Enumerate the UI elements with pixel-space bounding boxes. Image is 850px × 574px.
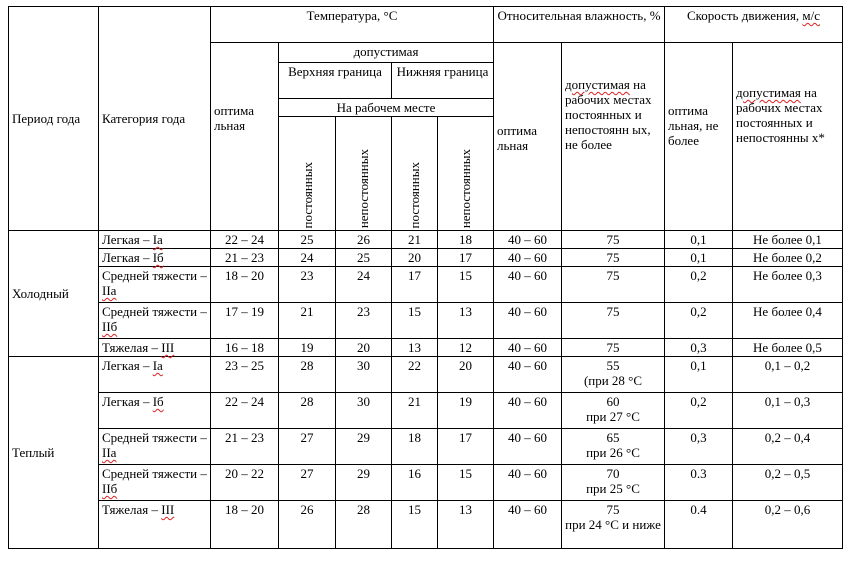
humidity-optimal-cell: 40 – 60 [494, 465, 562, 501]
category-text: Средней тяжести – [102, 466, 207, 481]
category-cell [99, 303, 211, 339]
humidity-permissible-cell: 75 [562, 249, 665, 267]
lower-permanent-cell: 21 [392, 393, 438, 429]
category-code: IIа [102, 283, 117, 298]
upper-permanent-header [279, 117, 336, 231]
humidity-value: 60 [606, 394, 620, 409]
upper-nonpermanent-cell: 30 [336, 357, 392, 393]
speed-perm-lead: допустимая [736, 85, 801, 100]
temperature-header [211, 7, 494, 43]
speed-permissible-cell: Не более 0,1 [733, 231, 843, 249]
speed-header-main: Скорость движения, [686, 8, 803, 23]
temp-optimal-cell: 18 – 20 [211, 267, 279, 303]
lower-nonpermanent-cell: 13 [438, 303, 494, 339]
table-row [9, 357, 843, 393]
upper-permanent-cell: 23 [279, 267, 336, 303]
temperature-header-text: Температура, °С [306, 8, 398, 23]
lower-permanent-cell: 18 [392, 429, 438, 465]
upper-permanent-cell: 19 [279, 339, 336, 357]
microclimate-table [8, 6, 843, 549]
speed-unit: м/с [802, 8, 821, 23]
upper-permanent-cell: 28 [279, 357, 336, 393]
upper-nonpermanent-cell: 30 [336, 393, 392, 429]
period-header: Период года [9, 7, 99, 231]
humidity-value: 75 [606, 502, 620, 517]
category-code: III [161, 502, 175, 517]
speed-optimal-cell: 0.3 [665, 465, 733, 501]
category-text: Легкая – [102, 394, 153, 409]
upper-nonpermanent-cell: 26 [336, 231, 392, 249]
workplace-header: На рабочем месте [279, 99, 494, 117]
temp-optimal-cell: 16 – 18 [211, 339, 279, 357]
lower-permanent-header [392, 117, 438, 231]
temp-optimal-cell: 18 – 20 [211, 501, 279, 549]
upper-nonpermanent-cell: 29 [336, 465, 392, 501]
category-cell [99, 393, 211, 429]
category-text: Легкая – [102, 250, 153, 265]
category-text: Легкая – [102, 232, 153, 247]
table-row [9, 267, 843, 303]
upper-permanent-cell: 26 [279, 501, 336, 549]
category-cell [99, 357, 211, 393]
category-text: Тяжелая – [102, 340, 162, 355]
speed-permissible-cell: Не более 0,5 [733, 339, 843, 357]
humidity-note: при 25 °С [586, 481, 640, 496]
category-text: Средней тяжести – [102, 430, 207, 445]
humidity-optimal-cell: 40 – 60 [494, 429, 562, 465]
table-row [9, 303, 843, 339]
category-cell [99, 267, 211, 303]
speed-optimal-cell: 0,1 [665, 357, 733, 393]
upper-permanent-cell: 25 [279, 231, 336, 249]
upper-bound-header: Верхняя граница [279, 63, 392, 99]
humidity-optimal-cell: 40 – 60 [494, 357, 562, 393]
upper-permanent-cell: 27 [279, 465, 336, 501]
category-code: Iб [152, 394, 164, 409]
category-text: Средней тяжести – [102, 304, 207, 319]
upper-nonpermanent-cell: 25 [336, 249, 392, 267]
humidity-permissible-cell: 75 [562, 267, 665, 303]
temp-optimal-cell: 22 – 24 [211, 393, 279, 429]
humidity-permissible-cell: 75 [562, 303, 665, 339]
lower-nonpermanent-cell: 13 [438, 501, 494, 549]
speed-permissible-header [733, 43, 843, 231]
temp-optimal-cell: 17 – 19 [211, 303, 279, 339]
speed-permissible-cell: 0,2 – 0,4 [733, 429, 843, 465]
upper-permanent-cell: 27 [279, 429, 336, 465]
lower-bound-header: Нижняя граница [392, 63, 494, 99]
category-text: Тяжелая – [102, 502, 162, 517]
lower-nonpermanent-text: непостоянных [458, 148, 473, 228]
lower-nonpermanent-header [438, 117, 494, 231]
table-row [9, 231, 843, 249]
category-cell [99, 339, 211, 357]
speed-permissible-cell: Не более 0,3 [733, 267, 843, 303]
humidity-header: Относительная влажность, % [494, 7, 665, 43]
speed-optimal-cell: 0.4 [665, 501, 733, 549]
category-text: Легкая – [102, 358, 153, 373]
period-cell: Холодный [9, 231, 99, 357]
humidity-note: (при 28 °С [583, 373, 643, 388]
lower-nonpermanent-cell: 17 [438, 249, 494, 267]
category-cell [99, 429, 211, 465]
category-code: III [161, 340, 175, 355]
lower-nonpermanent-cell: 15 [438, 465, 494, 501]
speed-optimal-header: оптима льная, не более [665, 43, 733, 231]
humidity-value: 70 [606, 466, 620, 481]
temp-optimal-cell: 20 – 22 [211, 465, 279, 501]
speed-permissible-cell: 0,1 – 0,2 [733, 357, 843, 393]
table-row [9, 465, 843, 501]
table-row [9, 339, 843, 357]
humidity-permissible-header [562, 43, 665, 231]
lower-nonpermanent-cell: 19 [438, 393, 494, 429]
temp-optimal-header: оптима льная [211, 43, 279, 231]
humidity-permissible-cell [562, 465, 665, 501]
speed-optimal-cell: 0,1 [665, 249, 733, 267]
humidity-optimal-cell: 40 – 60 [494, 231, 562, 249]
humidity-optimal-cell: 40 – 60 [494, 339, 562, 357]
speed-perm-rest: на рабочих местах постоянных и непостоянны х* [736, 85, 825, 145]
speed-optimal-cell: 0,2 [665, 267, 733, 303]
lower-permanent-text: постоянных [407, 161, 422, 228]
lower-permanent-cell: 17 [392, 267, 438, 303]
speed-permissible-cell: Не более 0,4 [733, 303, 843, 339]
temp-optimal-cell: 23 – 25 [211, 357, 279, 393]
humidity-note: при 27 °С [586, 409, 640, 424]
humidity-value: 65 [606, 430, 620, 445]
lower-permanent-cell: 13 [392, 339, 438, 357]
lower-permanent-cell: 16 [392, 465, 438, 501]
humidity-permissible-cell: 75 [562, 339, 665, 357]
category-code: IIа [102, 445, 117, 460]
upper-permanent-cell: 24 [279, 249, 336, 267]
upper-permanent-cell: 21 [279, 303, 336, 339]
speed-permissible-cell: 0,2 – 0,6 [733, 501, 843, 549]
humidity-optimal-header: оптима льная [494, 43, 562, 231]
category-text: Средней тяжести – [102, 268, 207, 283]
lower-nonpermanent-cell: 12 [438, 339, 494, 357]
upper-nonpermanent-cell: 29 [336, 429, 392, 465]
humidity-optimal-cell: 40 – 60 [494, 249, 562, 267]
speed-permissible-cell: Не более 0,2 [733, 249, 843, 267]
upper-permanent-cell: 28 [279, 393, 336, 429]
humidity-optimal-cell: 40 – 60 [494, 501, 562, 549]
temp-optimal-cell: 22 – 24 [211, 231, 279, 249]
category-code: Iа [152, 358, 163, 373]
humidity-note: при 26 °С [586, 445, 640, 460]
lower-nonpermanent-cell: 17 [438, 429, 494, 465]
category-code: IIб [102, 481, 118, 496]
permissible-header: допустимая [279, 43, 494, 63]
humidity-optimal-cell: 40 – 60 [494, 267, 562, 303]
upper-nonpermanent-text: непостоянных [356, 148, 371, 228]
speed-optimal-cell: 0,3 [665, 339, 733, 357]
lower-nonpermanent-cell: 18 [438, 231, 494, 249]
lower-permanent-cell: 21 [392, 231, 438, 249]
lower-nonpermanent-cell: 20 [438, 357, 494, 393]
category-cell [99, 231, 211, 249]
category-code: Iа [152, 232, 163, 247]
humidity-permissible-cell [562, 357, 665, 393]
speed-permissible-cell: 0,2 – 0,5 [733, 465, 843, 501]
period-cell: Теплый [9, 357, 99, 549]
upper-nonpermanent-cell: 28 [336, 501, 392, 549]
humidity-optimal-cell: 40 – 60 [494, 303, 562, 339]
table-row [9, 249, 843, 267]
speed-optimal-cell: 0,2 [665, 393, 733, 429]
category-cell [99, 465, 211, 501]
humidity-note: при 24 °С и ниже [565, 517, 661, 532]
humidity-permissible-cell: 75 [562, 231, 665, 249]
category-cell [99, 501, 211, 549]
speed-optimal-cell: 0,2 [665, 303, 733, 339]
humidity-permissible-cell [562, 501, 665, 549]
upper-permanent-text: постоянных [299, 161, 315, 228]
humidity-permissible-cell [562, 393, 665, 429]
lower-nonpermanent-cell: 15 [438, 267, 494, 303]
speed-permissible-cell: 0,1 – 0,3 [733, 393, 843, 429]
humidity-optimal-cell: 40 – 60 [494, 393, 562, 429]
category-code: Iб [152, 250, 164, 265]
category-cell [99, 249, 211, 267]
table-row [9, 393, 843, 429]
speed-header [665, 7, 843, 43]
lower-permanent-cell: 20 [392, 249, 438, 267]
lower-permanent-cell: 22 [392, 357, 438, 393]
humidity-perm-lead: допустимая [565, 77, 630, 92]
upper-nonpermanent-cell: 20 [336, 339, 392, 357]
upper-nonpermanent-cell: 24 [336, 267, 392, 303]
category-code: IIб [102, 319, 118, 334]
speed-optimal-cell: 0,3 [665, 429, 733, 465]
humidity-perm-rest: на рабочих местах постоянных и непостоянн ых, не более [565, 77, 652, 152]
table-row [9, 429, 843, 465]
category-header: Категория года [99, 7, 211, 231]
lower-permanent-cell: 15 [392, 303, 438, 339]
temp-optimal-cell: 21 – 23 [211, 429, 279, 465]
humidity-permissible-cell [562, 429, 665, 465]
humidity-value: 55 [606, 358, 620, 373]
upper-nonpermanent-cell: 23 [336, 303, 392, 339]
lower-permanent-cell: 15 [392, 501, 438, 549]
upper-nonpermanent-header [336, 117, 392, 231]
table-row [9, 501, 843, 549]
temp-optimal-cell: 21 – 23 [211, 249, 279, 267]
speed-optimal-cell: 0,1 [665, 231, 733, 249]
